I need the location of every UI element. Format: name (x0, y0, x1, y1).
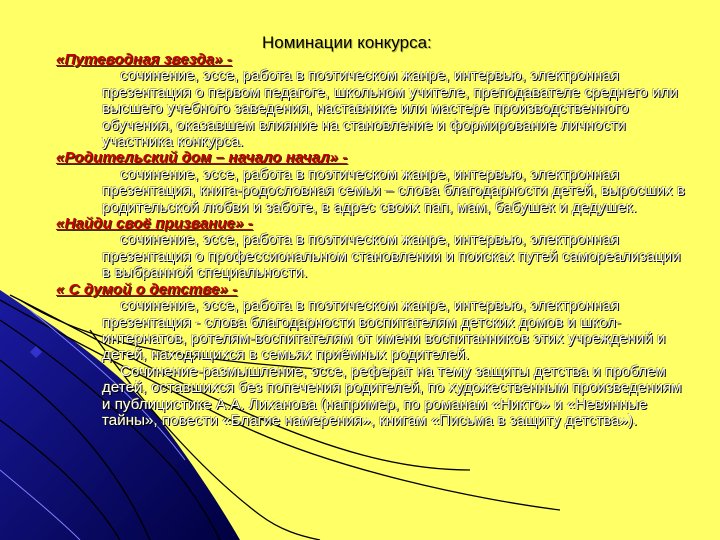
nomination-item (56, 150, 692, 216)
nomination-heading: « С думой о детстве» - (56, 280, 238, 298)
nomination-description: сочинение, эссе, работа в поэтическом жанре, интервью, электронная презентация о первом педагоге, школьном учителе, преподавателе среднего или высшего учебного заведения, наставнике или мастере производственного обучения, оказавшем влияние на становление и формирование личности участника конкурса. (102, 67, 678, 151)
additional-nomination-description: Сочинение-размышление, эссе, реферат на тему защиты детства и проблем детей, оставшихся без попечения родителей, по художественным произведениям и публицистике А.А. Лиханова (например, по романам «Никто» и «Невинные тайны», повести «Благие намерения», книгам «Письма в защиту детства»). (102, 362, 682, 429)
slide-title: Номинации конкурса: (262, 33, 432, 52)
nomination-item (56, 52, 692, 150)
nomination-item (56, 216, 692, 282)
nomination-description: сочинение, эссе, работа в поэтическом жанре, интервью, электронная презентация о профессиональном становлении и поисках путей самореализации в выбранной специальности. (102, 231, 681, 282)
nomination-heading: «Родительский дом – начало начал» - (56, 149, 348, 167)
nomination-heading: «Путеводная звезда» - (56, 51, 232, 68)
nomination-description: сочинение, эссе, работа в поэтическом жанре, интервью, электронная презентация - слова благодарности воспитателям детских домов и школ-интернатов, ротелям-воспитателям от имени воспитанников этих учреждений и детей, находящихся в семьях приёмных родителей. (102, 297, 666, 364)
nominations-list (56, 52, 692, 429)
nomination-heading: «Найди своё призвание» - (56, 215, 253, 233)
nomination-description: сочинение, эссе, работа в поэтическом жанре, интервью, электронная презентация, книга-родословная семьи – слова благодарности детей, выросших в родительской любви и заботе, в адрес своих пап, мам, бабушек и дедушек. (102, 165, 685, 216)
bullet-icon (30, 346, 42, 358)
nomination-item (56, 282, 692, 364)
